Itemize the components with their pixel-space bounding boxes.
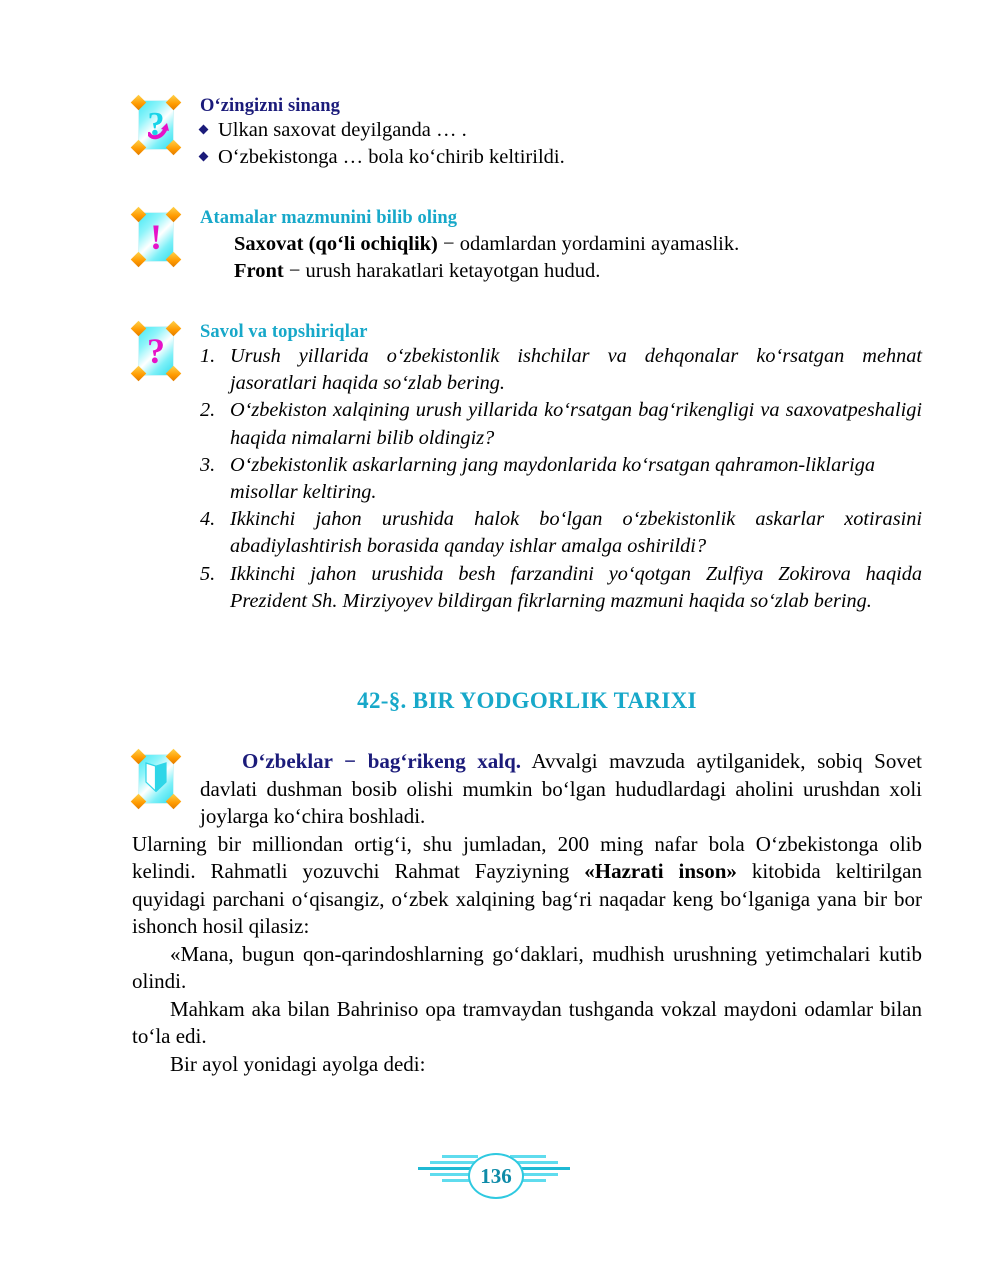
icon-glyph-exclamation: ! <box>150 217 162 257</box>
article-paragraph-2 <box>132 831 922 941</box>
icon-glyph-question: ? <box>147 106 165 143</box>
list-item-number: 2. <box>200 399 216 422</box>
self-check-block <box>132 96 922 172</box>
term-entry <box>234 231 922 258</box>
list-item-text: Ikkinchi jahon urushida besh farzandini yo‘qotgan Zulfiya Zokirova haqida Prezident Sh. Mirziyoyev bildirgan fikrlarning mazmuni haqida so‘zlab bering. <box>230 562 922 612</box>
self-check-heading: O‘zingizni sinang <box>200 96 340 116</box>
question-mark-arrow-icon <box>132 96 180 154</box>
self-check-list <box>200 117 922 172</box>
diamond-bullet-icon <box>199 152 209 162</box>
questions-list <box>200 343 922 615</box>
list-item-number: 4. <box>200 508 216 531</box>
list-item-text: O‘zbekistonlik askarlarning jang maydonlarida ko‘rsatgan qahramon-liklariga misollar keltiring. <box>230 453 876 503</box>
paragraph-text-part: Ularning bir milliondan ortig‘i, shu jumladan, 200 ming nafar bola O‘zbekistonga olib kelindi. Rahmatli yozuvchi Rahmat Fayziyning <box>132 831 922 883</box>
list-item-text: Ulkan saxovat deyilganda … . <box>218 119 467 141</box>
list-item <box>200 452 922 506</box>
page-footer <box>0 1148 992 1204</box>
page-title: 42-§. BIR YODGORLIK TARIXI <box>357 688 697 713</box>
paragraph-text-part: kitobida keltirilgan quyidagi parchani o‘qisangiz, o‘zbek xalqining bag‘ri naqadar keng bo‘lganiga yana bir bor ishonch hosil qilasiz: <box>132 859 922 938</box>
question-mark-icon <box>132 322 180 380</box>
list-item-number: 1. <box>200 345 216 367</box>
term-name: Front <box>234 260 284 283</box>
list-item <box>200 397 922 451</box>
article-paragraph-3: «Mana, bugun qon-qarindoshlarning go‘daklari, mudhish urushning yetimchalari kutib olindi. <box>132 941 922 993</box>
questions-heading: Savol va topshiriqlar <box>200 322 368 342</box>
article-paragraph-4: Mahkam aka bilan Bahriniso opa tramvaydan tushganda vokzal maydoni odamlar bilan to‘la edi. <box>132 996 922 1048</box>
term-definition: urush harakatlari ketayotgan hudud. <box>305 260 601 283</box>
list-item <box>200 144 922 171</box>
list-item-text: Urush yillarida o‘zbekistonlik ishchilar va dehqonalar ko‘rsatgan mehnat jasoratlari haqida so‘zlab bering. <box>230 345 922 395</box>
list-item-text: O‘zbekiston xalqining urush yillarida ko‘rsatgan bag‘rikengligi va saxovatpeshaligi haqida nimalarni bilib oldingiz? <box>230 399 922 449</box>
terms-heading: Atamalar mazmunini bilib oling <box>200 208 458 228</box>
list-item <box>200 117 922 144</box>
icon-glyph-question: ? <box>147 331 165 371</box>
open-book-shield-icon <box>132 750 180 808</box>
footer-rule <box>442 1155 478 1158</box>
term-definition: odamlardan yordamini ayamaslik. <box>459 233 740 255</box>
term-dash: − <box>288 260 301 283</box>
icon-arrow-swoosh <box>148 118 170 140</box>
terms-block <box>132 208 922 286</box>
list-item <box>200 506 922 560</box>
article-body <box>132 748 922 1078</box>
diamond-bullet-icon <box>199 125 209 135</box>
term-dash: − <box>443 233 455 255</box>
term-name: Saxovat (qo‘li ochiqlik) <box>234 233 438 255</box>
page-number: 136 <box>468 1153 524 1199</box>
article-intro-text: Avvalgi mavzuda aytilganidek, sobiq Sovet davlati dushman bosib olishi mumkin bo‘lgan hududlardagi aholini urushdan xoli joylarga ko‘chira boshladi. <box>200 749 922 828</box>
list-item-number: 5. <box>200 562 216 585</box>
book-title: «Hazrati inson» <box>584 859 737 883</box>
article-paragraph-5: Bir ayol yonidagi ayolga dedi: <box>170 1051 426 1076</box>
list-item-number: 3. <box>200 453 216 476</box>
exclamation-mark-icon <box>132 208 180 266</box>
list-item <box>200 343 922 397</box>
questions-block <box>132 322 922 615</box>
article-intro-paragraph <box>132 748 922 831</box>
footer-rule <box>510 1155 546 1158</box>
list-item-text: O‘zbekistonga … bola ko‘chirib keltirildi. <box>218 146 565 169</box>
icon-glyph-book <box>145 762 167 792</box>
article-lead-phrase: O‘zbeklar − bag‘rikeng xalq. <box>242 749 522 773</box>
list-item <box>200 561 922 615</box>
list-item-text: Ikkinchi jahon urushida halok bo‘lgan o‘zbekistonlik askarlar xotirasini abadiylashtirish borasida qanday ishlar amalga oshirildi? <box>230 508 922 558</box>
term-entry <box>234 258 922 285</box>
